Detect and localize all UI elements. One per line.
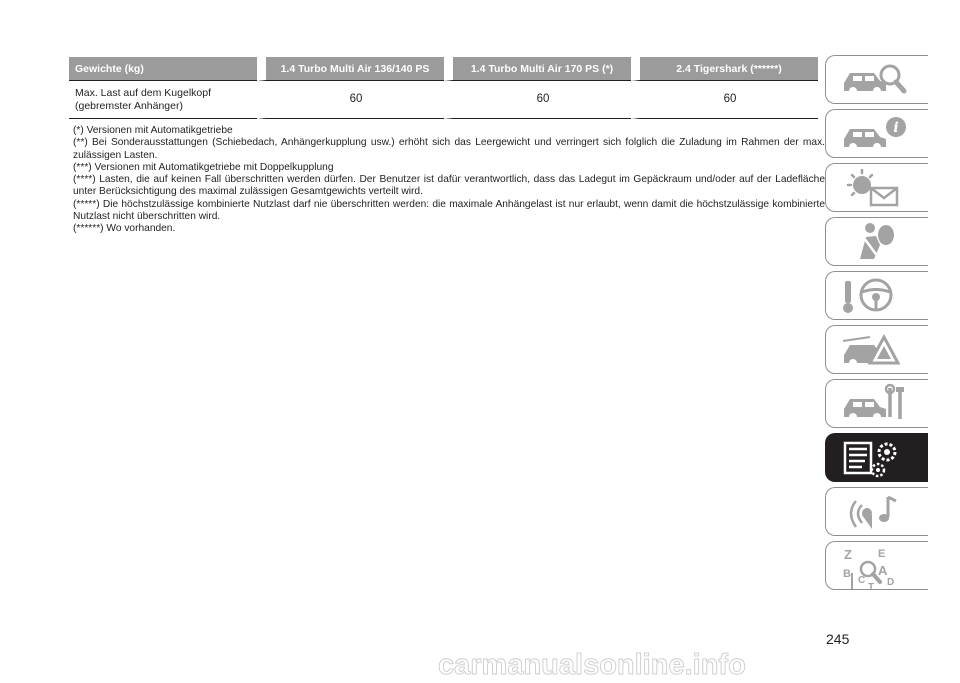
index-letter: C	[858, 575, 866, 586]
row-value-engine-3: 60	[631, 81, 818, 119]
key-steering-wheel-icon	[840, 275, 912, 317]
watermark-logo	[430, 645, 955, 683]
tab-technical-data[interactable]	[825, 433, 928, 482]
row-label	[69, 81, 257, 119]
header-engine-3: 2.4 Tigershark (******)	[631, 57, 818, 81]
table-header-row	[69, 57, 818, 81]
tab-starting-driving[interactable]	[825, 271, 928, 320]
index-letter: Z	[844, 547, 852, 562]
page-number: 245	[826, 631, 850, 647]
alphabetical-index-icon	[840, 545, 912, 591]
footnote: (***) Versionen mit Automatikgetriebe mit Doppelkupplung	[73, 161, 334, 173]
row-label-line2: (gebremster Anhänger)	[75, 99, 183, 112]
car-emergency-icon	[840, 329, 912, 371]
watermark-text: carmanualsonline.info	[438, 649, 746, 681]
row-label-line1: Max. Last auf dem Kugelkopf	[75, 87, 211, 99]
index-letter: B	[843, 568, 851, 580]
footnote: (****) Lasten, die auf keinen Fall überschritten werden dürfen. Der Benutzer ist dafür verantwortlich, dass das Ladegut im Gepäckraum und/oder auf der Ladefläche unter Berücksichtigung des maximal zulässigen Gesamtgewichts verteilt wird.	[73, 174, 825, 198]
footnote: (*) Versionen mit Automatikgetriebe	[73, 125, 233, 136]
index-letter: E	[878, 548, 886, 560]
footnotes	[73, 125, 825, 236]
light-warning-message-icon	[840, 167, 912, 209]
airbag-seatbelt-icon	[840, 221, 912, 263]
index-letter: A	[878, 563, 888, 578]
footnote: (*****) Die höchstzulässige kombinierte Nutzlast darf nie überschritten werden: die maximale Anhängelast ist nur erlaubt, wenn damit die höchstzulässige kombinierte Nutzlast nicht überschritten wird.	[73, 198, 825, 223]
footnote: (**) Bei Sonderausstattungen (Schiebedach, Anhängerkupplung usw.) erhöht sich das Leergewicht und verringert sich folglich die Zuladung im Rahmen der max. zulässigen Lasten.	[73, 137, 825, 161]
index-letter: T	[868, 582, 875, 591]
tab-multimedia[interactable]	[825, 487, 928, 536]
header-engine-1: 1.4 Turbo Multi Air 136/140 PS	[257, 57, 444, 81]
header-weights: Gewichte (kg)	[69, 57, 257, 81]
car-info-icon	[840, 113, 912, 155]
multimedia-icon	[840, 491, 912, 533]
svg-text:i: i	[893, 120, 899, 136]
tab-index[interactable]	[825, 541, 928, 590]
car-maintenance-icon	[840, 383, 912, 425]
footnote: (******) Wo vorhanden.	[73, 223, 176, 235]
row-value-engine-1: 60	[257, 81, 444, 119]
header-engine-2: 1.4 Turbo Multi Air 170 PS (*)	[444, 57, 631, 81]
tab-emergency[interactable]	[825, 325, 928, 374]
row-value-engine-2: 60	[444, 81, 631, 119]
tab-maintenance[interactable]	[825, 379, 928, 428]
tab-car-info[interactable]	[825, 109, 928, 158]
index-letter: D	[887, 577, 895, 588]
technical-data-icon	[840, 437, 912, 479]
weights-table	[69, 57, 818, 119]
table-row	[69, 81, 818, 119]
tab-warning-lights[interactable]	[825, 163, 928, 212]
car-search-icon	[840, 59, 912, 101]
tab-safety[interactable]	[825, 217, 928, 266]
tab-car-search[interactable]	[825, 55, 928, 104]
